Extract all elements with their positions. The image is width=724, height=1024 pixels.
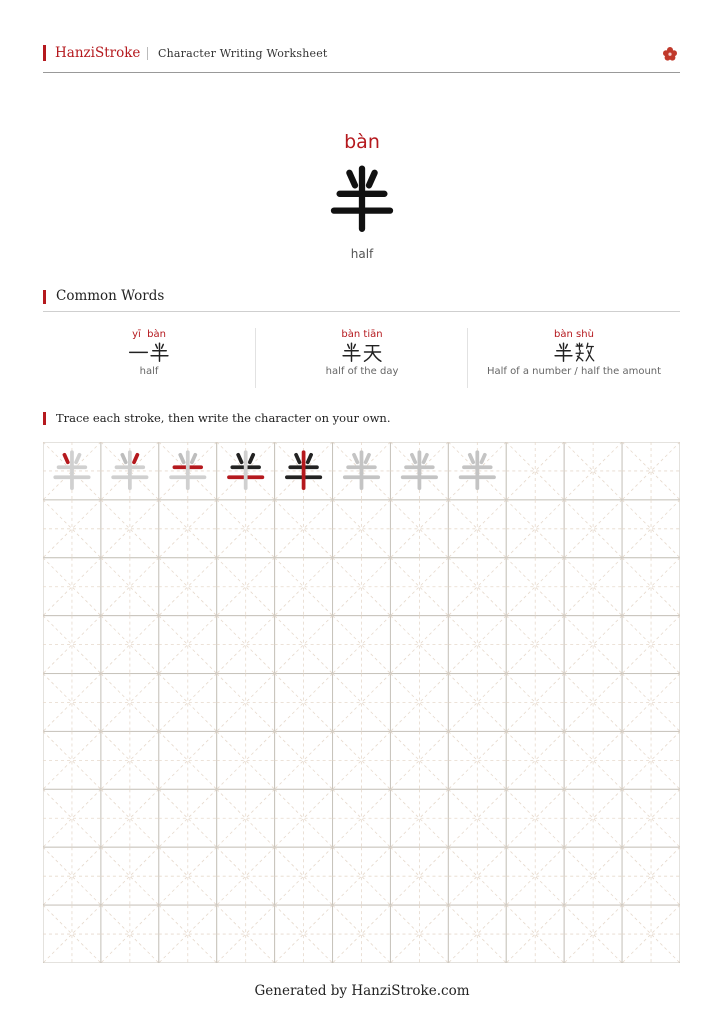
header-divider [147,47,148,60]
section-accent-bar [43,290,46,304]
header-rule [43,72,680,73]
practice-cell[interactable] [43,789,101,847]
practice-cell[interactable] [390,847,448,905]
practice-cell[interactable] [275,731,333,789]
practice-cell[interactable] [101,847,159,905]
practice-cell[interactable] [159,442,217,500]
practice-cell[interactable] [564,731,622,789]
practice-cell[interactable] [101,905,159,963]
practice-cell[interactable] [101,442,159,500]
word-meaning: half [139,366,159,377]
practice-cell[interactable] [275,616,333,674]
practice-cell[interactable] [159,674,217,732]
practice-cell[interactable] [101,789,159,847]
practice-cell[interactable] [159,616,217,674]
practice-cell[interactable] [622,674,680,732]
word-card [256,326,468,388]
practice-cell[interactable] [101,731,159,789]
practice-cell[interactable] [217,674,275,732]
practice-cell[interactable] [506,789,564,847]
practice-cell[interactable] [390,500,448,558]
practice-cell[interactable] [390,731,448,789]
practice-cell[interactable] [506,500,564,558]
practice-cell[interactable] [333,789,391,847]
practice-cell[interactable] [448,442,506,500]
word-pinyin: bàn tiān [341,329,383,340]
practice-cell[interactable] [448,847,506,905]
practice-cell[interactable] [101,558,159,616]
word-meaning: Half of a number / half the amount [486,366,662,377]
practice-cell[interactable] [564,442,622,500]
practice-cell[interactable] [622,500,680,558]
practice-cell[interactable] [333,847,391,905]
practice-cell[interactable] [564,558,622,616]
practice-cell[interactable] [43,442,101,500]
practice-cell[interactable] [390,442,448,500]
practice-cell[interactable] [333,558,391,616]
practice-cell[interactable] [275,847,333,905]
brand-accent-bar [43,45,46,61]
practice-cell[interactable] [217,616,275,674]
practice-cell[interactable] [506,847,564,905]
practice-cell[interactable] [217,905,275,963]
practice-cell[interactable] [333,442,391,500]
character-meaning: half [350,247,374,261]
practice-cell[interactable] [275,558,333,616]
common-words-heading [43,288,680,306]
practice-cell[interactable] [101,500,159,558]
practice-cell[interactable] [217,558,275,616]
practice-cell[interactable] [390,558,448,616]
practice-cell[interactable] [564,905,622,963]
practice-cell[interactable] [390,674,448,732]
word-card [468,326,680,388]
worksheet-title: Character Writing Worksheet [158,47,328,60]
practice-cell[interactable] [506,674,564,732]
worksheet-header [43,44,680,64]
practice-cell[interactable] [506,616,564,674]
practice-cell[interactable] [448,616,506,674]
plum-blossom-icon [662,46,678,62]
practice-cell[interactable] [217,789,275,847]
practice-cell[interactable] [622,905,680,963]
character-pinyin: bàn [344,131,380,153]
word-hanzi [256,341,468,365]
practice-cell[interactable] [622,789,680,847]
practice-cell[interactable] [390,789,448,847]
word-hanzi-glyph [128,341,170,363]
word-hanzi [43,341,255,365]
practice-cell[interactable] [43,905,101,963]
practice-cell[interactable] [159,847,217,905]
practice-cell[interactable] [564,500,622,558]
practice-cell[interactable] [159,789,217,847]
practice-cell[interactable] [622,847,680,905]
practice-cell[interactable] [275,905,333,963]
practice-instruction: Trace each stroke, then write the character on your own. [56,411,391,425]
word-pinyin: yī bàn [132,329,166,340]
section-accent-bar [43,412,46,425]
practice-cell[interactable] [448,789,506,847]
practice-cell[interactable] [564,616,622,674]
practice-cell[interactable] [101,674,159,732]
practice-cell[interactable] [217,442,275,500]
practice-cell[interactable] [333,731,391,789]
practice-cell[interactable] [448,500,506,558]
word-hanzi [468,341,680,365]
practice-cell[interactable] [43,500,101,558]
practice-cell[interactable] [217,500,275,558]
word-hanzi-glyph [553,341,595,363]
footer-text: Generated by HanziStroke.com [254,983,470,999]
practice-cell[interactable] [43,731,101,789]
practice-cell[interactable] [390,905,448,963]
practice-cell[interactable] [448,674,506,732]
practice-cell[interactable] [448,558,506,616]
common-words-list [43,326,680,390]
practice-cell[interactable] [43,558,101,616]
practice-cell[interactable] [275,500,333,558]
practice-cell[interactable] [275,789,333,847]
practice-cell[interactable] [448,731,506,789]
practice-cell[interactable] [43,616,101,674]
practice-cell[interactable] [390,616,448,674]
practice-cell[interactable] [159,731,217,789]
practice-cell[interactable] [101,616,159,674]
practice-cell[interactable] [448,905,506,963]
practice-cell[interactable] [333,500,391,558]
practice-cell[interactable] [333,616,391,674]
practice-cell[interactable] [564,789,622,847]
practice-cell[interactable] [564,674,622,732]
practice-cell[interactable] [43,847,101,905]
practice-cell[interactable] [506,731,564,789]
practice-cell[interactable] [217,731,275,789]
practice-cell[interactable] [622,616,680,674]
brand-name: HanziStroke [55,45,141,61]
practice-cell[interactable] [217,847,275,905]
word-meaning: half of the day [325,366,399,377]
practice-cell[interactable] [43,674,101,732]
practice-heading [43,411,680,427]
practice-cell[interactable] [622,558,680,616]
practice-cell[interactable] [275,674,333,732]
practice-grid[interactable] [43,442,680,963]
practice-cell[interactable] [275,442,333,500]
practice-cell[interactable] [333,674,391,732]
common-words-title: Common Words [56,288,165,304]
practice-cell[interactable] [506,905,564,963]
practice-cell[interactable] [506,558,564,616]
practice-cell[interactable] [159,500,217,558]
practice-cell[interactable] [333,905,391,963]
practice-cell[interactable] [564,847,622,905]
word-card [43,326,255,388]
practice-cell[interactable] [622,731,680,789]
main-character [0,158,724,238]
practice-cell[interactable] [622,442,680,500]
practice-cell[interactable] [159,905,217,963]
word-pinyin: bàn shù [554,329,594,340]
main-character-glyph [327,158,397,238]
section-rule [43,311,680,312]
practice-cell[interactable] [159,558,217,616]
word-hanzi-glyph [341,341,383,363]
practice-cell[interactable] [506,442,564,500]
